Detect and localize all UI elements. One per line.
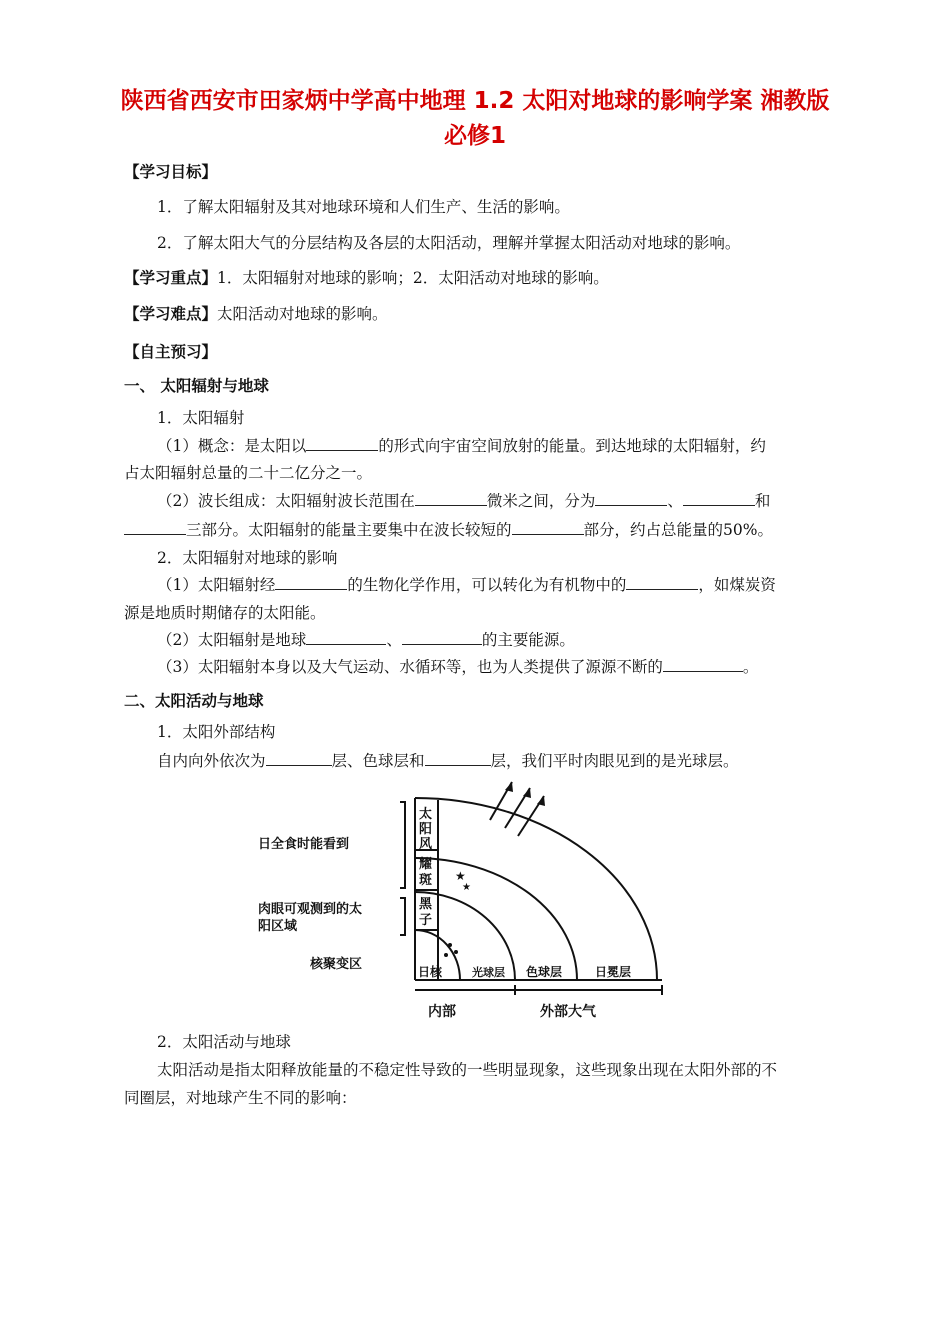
col-spot-1: 黑 [419, 897, 433, 912]
brace-visible [400, 898, 405, 935]
sunspot-dot [454, 950, 458, 954]
layer-core: 日核 [418, 965, 443, 979]
section2-sub1: 1．太阳外部结构 [157, 723, 276, 741]
text-fragment: 微米之间，分为 [486, 492, 596, 510]
section1-p1-line1 [157, 434, 766, 456]
text-fragment: 部分，约占总能量的50%。 [583, 521, 773, 539]
key-points-text: 1．太阳辐射对地球的影响；2．太阳活动对地球的影响。 [217, 269, 609, 287]
fill-blank[interactable] [626, 575, 698, 590]
fill-blank[interactable] [402, 630, 482, 645]
objectives-heading: 【学习目标】 [124, 163, 218, 181]
fill-blank[interactable] [306, 630, 386, 645]
section1-q2 [157, 628, 575, 650]
text-fragment: ，如煤炭资 [698, 576, 776, 594]
text-fragment: 、 [386, 631, 402, 649]
fill-blank[interactable] [124, 520, 186, 535]
section2-sub2: 2．太阳活动与地球 [157, 1033, 291, 1051]
text-fragment: （2）波长组成：太阳辐射波长范围在 [157, 492, 415, 510]
text-fragment: （3）太阳辐射本身以及大气运动、水循环等，也为人类提供了源源不断的 [157, 658, 663, 676]
fill-blank[interactable] [415, 491, 487, 506]
fill-blank[interactable] [306, 436, 378, 451]
arc-corona [415, 798, 657, 980]
brace-eclipse [400, 802, 405, 888]
col-wind-3: 风 [419, 837, 433, 852]
text-fragment: （1）太阳辐射经 [157, 576, 276, 594]
label-inner: 内部 [428, 1004, 456, 1020]
fill-blank[interactable] [512, 520, 584, 535]
objective-item-2: 2．了解太阳大气的分层结构及各层的太阳活动，理解并掌握太阳活动对地球的影响。 [157, 234, 741, 252]
col-flare-1: 耀 [419, 857, 433, 872]
key-points-heading: 【学习重点】 [124, 269, 218, 287]
text-fragment: 、 [667, 492, 683, 510]
sun-structure-diagram [250, 780, 680, 1030]
col-flare-2: 斑 [419, 873, 433, 888]
document-title-line2: 必修1 [443, 123, 506, 149]
section1-q3 [157, 655, 758, 677]
key-points [124, 266, 609, 288]
section1-p2-line1 [157, 489, 770, 511]
fill-blank[interactable] [663, 657, 743, 672]
text-fragment: 三部分。太阳辐射的能量主要集中在波长较短的 [186, 521, 512, 539]
text-fragment: 层，我们平时肉眼见到的是光球层。 [490, 752, 739, 770]
fill-blank[interactable] [425, 751, 491, 766]
text-fragment: 和 [754, 492, 771, 510]
objective-item-1: 1．了解太阳辐射及其对地球环境和人们生产、生活的影响。 [157, 198, 570, 216]
text-fragment: 层、色球层和 [331, 752, 425, 770]
section1-heading: 一、 太阳辐射与地球 [124, 377, 269, 395]
col-spot-2: 子 [419, 913, 433, 928]
section2-heading: 二、太阳活动与地球 [124, 692, 264, 710]
section1-p1-line2: 占太阳辐射总量的二十二亿分之一。 [124, 464, 373, 482]
document-title-line1: 陕西省西安市田家炳中学高中地理 1.2 太阳对地球的影响学案 湘教版 [120, 88, 830, 114]
difficulty-text: 太阳活动对地球的影响。 [217, 305, 388, 323]
preview-heading: 【自主预习】 [124, 343, 218, 361]
fill-blank[interactable] [683, 491, 755, 506]
difficulty-heading: 【学习难点】 [124, 305, 218, 323]
text-fragment: 的生物化学作用，可以转化为有机物中的 [347, 576, 627, 594]
label-visible-line2: 阳区域 [258, 919, 298, 934]
section2-structure [157, 749, 739, 771]
label-outer-atmosphere: 外部大气 [540, 1004, 596, 1020]
label-fusion: 核聚变区 [310, 957, 363, 972]
section1-q1-line2: 源是地质时期储存的太阳能。 [124, 604, 326, 622]
difficulty [124, 302, 388, 324]
layer-chromosphere: 色球层 [526, 965, 563, 979]
text-fragment: 的主要能源。 [481, 631, 575, 649]
section2-paragraph-line2: 同圈层，对地球产生不同的影响： [124, 1089, 357, 1107]
text-fragment: （2）太阳辐射是地球 [157, 631, 307, 649]
section1-sub1: 1．太阳辐射 [157, 409, 245, 427]
arc-chromosphere [415, 858, 577, 980]
section1-sub2: 2．太阳辐射对地球的影响 [157, 549, 338, 567]
sunspot-dot [444, 953, 448, 957]
text-fragment: 自内向外依次为 [157, 752, 266, 770]
col-wind-1: 太 [419, 807, 433, 822]
label-visible-line1: 肉眼可观测到的太 [258, 902, 363, 917]
col-wind-2: 阳 [419, 822, 433, 837]
fill-blank[interactable] [595, 491, 667, 506]
section2-paragraph-line1: 太阳活动是指太阳释放能量的不稳定性导致的一些明显现象，这些现象出现在太阳外部的不 [157, 1061, 778, 1079]
layer-corona: 日冕层 [595, 965, 632, 979]
section1-q1-line1 [157, 573, 776, 595]
text-fragment: 的形式向宇宙空间放射的能量。到达地球的太阳辐射，约 [378, 437, 766, 455]
text-fragment: 。 [742, 658, 759, 676]
section1-p2-line2 [124, 518, 773, 540]
sunspot-dot [448, 943, 452, 947]
fill-blank[interactable] [266, 751, 332, 766]
text-fragment: （1）概念：是太阳以 [157, 437, 307, 455]
layer-photosphere: 光球层 [472, 966, 505, 979]
flare-star: ★ [462, 882, 471, 893]
fill-blank[interactable] [275, 575, 347, 590]
flare-star: ★ [455, 869, 466, 883]
label-eclipse: 日全食时能看到 [258, 837, 350, 852]
